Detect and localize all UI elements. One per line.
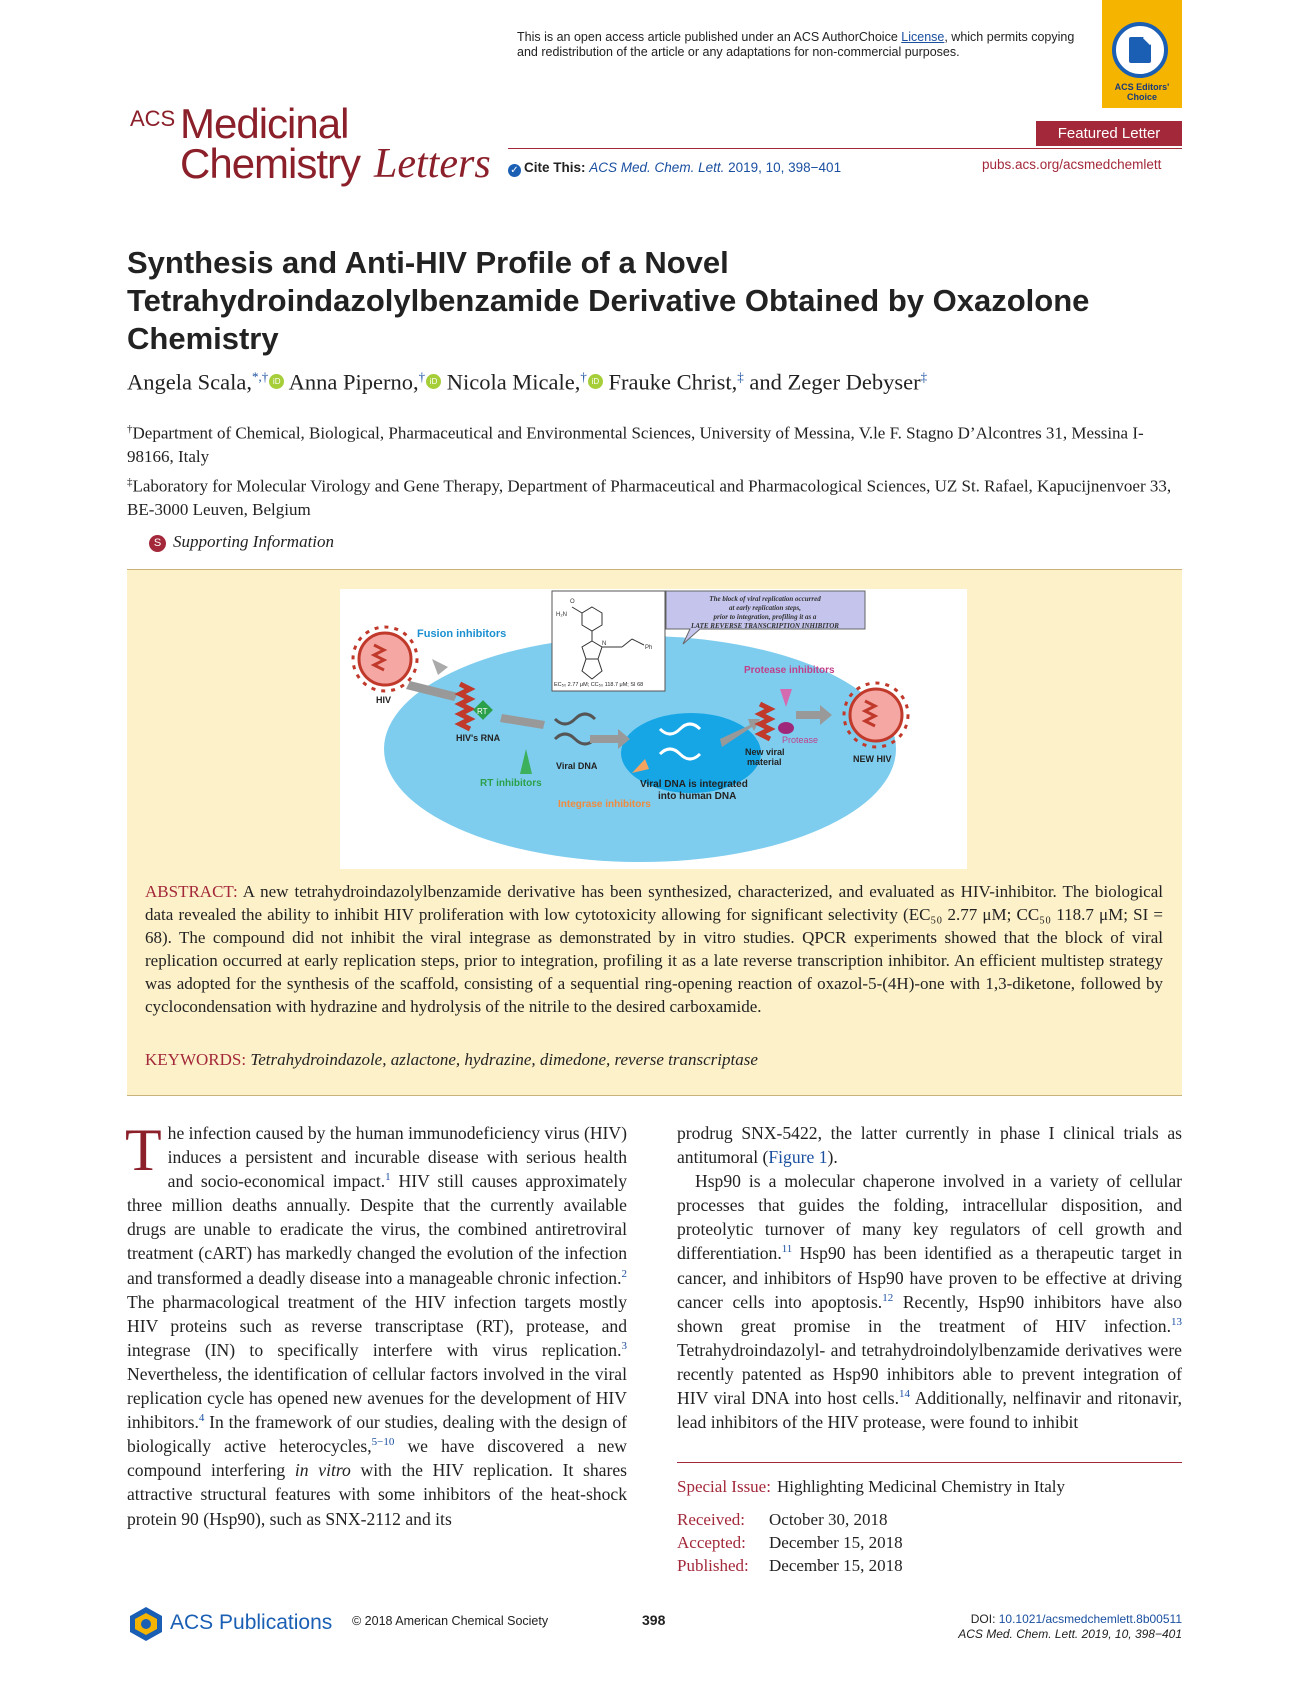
svg-text:Ph: Ph xyxy=(645,645,653,651)
abstract xyxy=(145,880,1163,1018)
citation-link[interactable]: 12 xyxy=(882,1291,894,1304)
abstract-text: A new tetrahydroindazolylbenzamide derivative has been synthesized, characterized, and evaluated as HIV-inhibitor. The biological data revealed the ability to inhibit HIV proliferation with low cytotoxicity allowing for significant selectivity (EC₅₀ 2.77 μM; CC₅₀ 118.7 μM; SI = 68). The compound did not inhibit the viral integrase as demonstrated by in vitro studies. QPCR experiments showed that the block of viral replication occurred at early replication steps, prior to integration, profiling it as a late reverse transcription inhibitor. An efficient multistep strategy was adopted for the synthesis of the scaffold, consisting of a sequential ring-opening reaction of oxazol-5-(4H)-one with 1,3-diketone, followed by cyclocondensation with hydrazine and hydrolysis of the nitrile to the desired carboxamide. xyxy=(145,882,1163,1016)
label-rt: RT xyxy=(477,707,488,716)
protease-enzyme xyxy=(778,722,794,734)
svg-text:prior to integration, profilin: prior to integration, profiling it as a xyxy=(713,613,817,621)
doi-citation: DOI: 10.1021/acsmedchemlett.8b00511 ACS Med. Chem. Lett. 2019, 10, 398−401 xyxy=(958,1612,1182,1641)
journal-url-link[interactable]: pubs.acs.org/acsmedchemlett xyxy=(982,157,1162,172)
label-integrase-inhibitors: Integrase inhibitors xyxy=(558,799,651,810)
affiliation: †Department of Chemical, Biological, Pharmaceutical and Environmental Sciences, University of Messina, V.le F. Stagno D’Alcontres 31, Messina I-98166, Italy xyxy=(127,423,1144,466)
hiv-virus-icon xyxy=(353,627,417,691)
special-issue: Special Issue: Highlighting Medicinal Chemistry in Italy xyxy=(677,1477,1065,1496)
citation-link[interactable]: 2 xyxy=(621,1267,627,1280)
author[interactable]: Anna Piperno, xyxy=(288,369,419,395)
citation-link[interactable]: 5−10 xyxy=(371,1436,395,1449)
citation-link[interactable]: 11 xyxy=(781,1243,793,1256)
citation-link[interactable]: 1 xyxy=(385,1171,391,1184)
orcid-icon[interactable]: iD xyxy=(588,374,603,389)
svg-text:H₂N: H₂N xyxy=(556,612,567,618)
body-column-left: The infection caused by the human immunodeficiency virus (HIV) induces a persistent and incurable disease with serious health and socio-economical impact.$^1$ HIV still causes approximately three million deaths annually. Despite that the currently available drugs are unable to eradicate the virus, the combined antiretroviral treatment (cART) has markedly changed the evolution of the infection and transformed a deadly disease into a manageable chronic infection.$^2$ The pharmacological treatment of the HIV infection targets mostly HIV proteins such as reverse transcriptase (RT), protease, and integrase (IN) to specifically interfere with virus replication.$^3$ Nevertheless, the identification of cellular factors involved in the viral replication cycle has opened new avenues for the development of HIV inhibitors.$^4$ In the framework of our studies, dealing with the design of biologically active heterocycles,$^{5-10}$ we have discovered a new compound interfering in vitro with the HIV replication. It shares attractive structural features with some inhibitors of the heat-shock protein 90 (Hsp90), such as SNX-2112 and its xyxy=(125,1117,628,1529)
citation-link[interactable]: 13 xyxy=(1171,1315,1182,1328)
drop-cap: T xyxy=(125,1117,162,1183)
citation-link[interactable]: 4 xyxy=(198,1412,205,1425)
supporting-info-icon: S xyxy=(149,535,166,552)
label-new-hiv: NEW HIV xyxy=(853,754,892,764)
paragraph: Hsp90 is a molecular chaperone involved in a variety of cellular processes that guides the folding, intracellular disposition, and proteolytic turnover of many key regulators of cell growth and differentiation.$^{11}$ Hsp90 has been identified as a therapeutic target in cancer, and inhibitors of Hsp90 have proven to be effective at driving cancer cells into apoptosis.$^{12}$ Recently, Hsp90 inhibitors have also shown great promise in the treatment of HIV infection.$^{13}$ Tetrahydroindazolyl- and tetrahydroindolylbenzamide derivatives were recently patented as Hsp90 inhibitors able to prevent integration of HIV viral DNA into host cells.$^{14}$ Additionally, nelfinavir and ritonavir, lead inhibitors of the HIV protease, were found to inhibit xyxy=(677,1171,1183,1433)
svg-text:LATE REVERSE TRANSCRIPTION INH: LATE REVERSE TRANSCRIPTION INHIBITOR xyxy=(691,622,839,630)
acs-logo-icon xyxy=(127,1605,165,1643)
header-divider xyxy=(508,148,1182,149)
rna-strand xyxy=(460,684,470,729)
article-type-badge: Featured Letter xyxy=(1036,121,1182,146)
license-link[interactable]: License xyxy=(901,30,945,44)
author[interactable]: Nicola Micale, xyxy=(446,369,581,395)
doi-link[interactable]: 10.1021/acsmedchemlett.8b00511 xyxy=(998,1612,1182,1626)
copyright: © 2018 American Chemical Society xyxy=(352,1614,549,1628)
author[interactable]: and Zeger Debyser xyxy=(749,369,921,395)
label-integrated-2: into human DNA xyxy=(658,791,737,802)
keywords xyxy=(145,1050,1163,1070)
svg-text:The block of viral replication: The block of viral replication occurred xyxy=(709,595,821,603)
article-info-divider xyxy=(677,1462,1182,1463)
citation-link[interactable]: 3 xyxy=(621,1339,627,1352)
badge-label: ACS Editors' Choice xyxy=(1114,82,1170,102)
label-viral-dna: Viral DNA xyxy=(556,761,598,771)
author-list: Angela Scala,*,† iD Anna Piperno,† iD Nicola Micale,† iD Frauke Christ,‡ and Zeger Debyser‡ xyxy=(127,369,928,395)
affiliation: ‡Laboratory for Molecular Virology and Gene Therapy, Department of Pharmaceutical and Pharmacological Sciences, UZ St. Rafael, Kapucijnenvoer 33, BE-3000 Leuven, Belgium xyxy=(127,476,1172,519)
label-integrated-1: Viral DNA is integrated xyxy=(640,779,748,790)
abstract-label: ABSTRACT: xyxy=(145,882,238,901)
published-date: Published: December 15, 2018 xyxy=(677,1556,903,1575)
orcid-icon[interactable]: iD xyxy=(269,374,284,389)
keywords-list: Tetrahydroindazole, azlactone, hydrazine, dimedone, reverse transcriptase xyxy=(250,1050,758,1069)
svg-text:N: N xyxy=(602,641,607,647)
label-fusion-inhibitors: Fusion inhibitors xyxy=(417,628,507,640)
label-hivs-rna: HIV's RNA xyxy=(456,733,501,743)
page-number: 398 xyxy=(642,1612,666,1628)
paragraph: prodrug SNX-5422, the latter currently in phase I clinical trials as antitumoral (Figure 1). xyxy=(677,1123,1182,1168)
label-rt-inhibitors: RT inhibitors xyxy=(480,778,542,789)
figure-link[interactable]: Figure 1 xyxy=(768,1147,828,1168)
structure-box xyxy=(552,591,665,691)
journal-logo: ACS Medicinal Chemistry Letters xyxy=(130,100,491,187)
toc-graphic xyxy=(340,589,967,869)
body-column-right xyxy=(677,1121,1182,1434)
accepted-date: Accepted: December 15, 2018 xyxy=(677,1533,903,1552)
cite-this[interactable]: ✓ Cite This: ACS Med. Chem. Lett. 2019, 10, 398−401 xyxy=(508,160,841,177)
open-access-note: This is an open access article published under an ACS AuthorChoice License, which permits copying and redistribution of the article or any adaptations for non-commercial purposes. xyxy=(517,30,1075,59)
open-access-icon xyxy=(1112,22,1168,78)
check-icon: ✓ xyxy=(508,164,521,177)
article-title: Synthesis and Anti-HIV Profile of a Novel Tetrahydroindazolylbenzamide Derivative Obtained by Oxazolone Chemistry xyxy=(127,245,1090,356)
orcid-icon[interactable]: iD xyxy=(426,374,441,389)
fusion-arrow xyxy=(432,659,448,675)
received-date: Received: October 30, 2018 xyxy=(677,1510,888,1529)
editors-choice-badge[interactable] xyxy=(1102,0,1182,108)
label-activity: EC₅₀ 2.77 μM; CC₅₀ 118.7 μM; SI 68 xyxy=(554,682,644,688)
label-new-viral-2: material xyxy=(747,757,782,767)
author[interactable]: Frauke Christ, xyxy=(608,369,738,395)
supporting-info-link[interactable]: S Supporting Information xyxy=(149,532,334,552)
svg-text:O: O xyxy=(570,599,575,605)
author[interactable]: Angela Scala, xyxy=(127,369,252,395)
label-protease-inhibitors: Protease inhibitors xyxy=(744,665,835,676)
citation-link[interactable]: 14 xyxy=(899,1388,911,1401)
label-hiv: HIV xyxy=(376,695,392,705)
acs-publications-logo[interactable]: ACS Publications xyxy=(127,1605,337,1645)
keywords-label: KEYWORDS: xyxy=(145,1050,247,1069)
label-protease: Protease xyxy=(782,735,819,745)
svg-text:at early replication steps,: at early replication steps, xyxy=(729,604,801,612)
label-new-viral-1: New viral xyxy=(745,747,785,757)
